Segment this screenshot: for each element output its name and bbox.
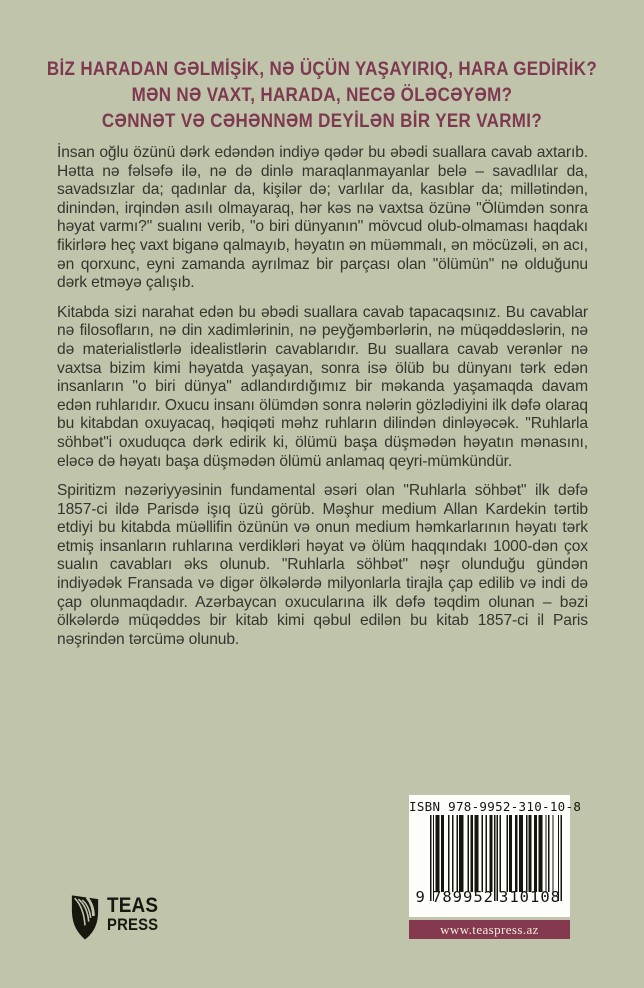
ean-right-group: 310108 [499,888,561,906]
paragraph-1: İnsan oğlu özünü dərk edəndən indiyə qədər bu əbədi suallara cavab axtarıb. Hətta nə fəlsəfə ilə, nə də dinlə maraqlanmayanlar belə – savadlılar da, savadsızlar da; qadınlar da, kişilər də; varlılar da, kasıblar da; millətindən, dinindən, irqindən asılı olmayaraq, hər kəs nə vaxtsa özünə "Ölümdən sonra həyat varmı?" sualını verib, "o biri dünyanın" mövcud olub-olmaması haqdakı fikirlərə heç vaxt biganə qalmayıb, həyatın ən müəmmalı, ən möcüzəli, ən acı, ən qorxunc, eyni zamanda ayrılmaz bir parçası olan "ölümün" nə olduğunu dərk etməyə çalışıb. [57,144,588,292]
barcode-box [409,795,582,917]
publisher-name [107,895,164,934]
headline-line-2: MƏN NƏ VAXT, HARADA, NECƏ ÖLƏCƏYƏM? [131,84,513,106]
isbn-block [409,795,582,939]
ean-left-group: 789952 [432,888,494,906]
headline-questions [0,56,644,134]
website-url: www.teaspress.az [440,921,539,937]
headline-line-3: CƏNNƏT VƏ CƏHƏNNƏM DEYİLƏN BİR YER VARMI? [101,110,543,132]
publisher-logo [70,891,164,941]
headline-line-1: BİZ HARADAN GƏLMİŞİK, NƏ ÜÇÜN YAŞAYIRIQ, HARA GEDİRİK? [46,58,598,80]
paragraph-3: Spiritizm nəzəriyyəsinin fundamental əsəri olan "Ruhlarla söhbət" ilk dəfə 1857-ci ildə Parisdə işıq üzü görüb. Məşhur medium Allan Kardekin tərtib etdiyi bu kitabda müəllifin özünün və onun medium həmkarlarının həyatı tərk etmiş insanların ruhlarına verdikləri həyat və ölüm haqqındakı 1000-dən çox sualın cavabları əks olunub. "Ruhlarla söhbət" nəşr olunduğu gündən indiyədək Fransada və digər ölkələrdə milyonlarla tirajla çap edilib və indi də çap olunmaqdadır. Azərbaycan oxucularına ilk dəfə təqdim olunan – bəzi ölkələrdə müqəddəs bir kitab kimi qəbul edilən bu kitab 1857-ci il Paris nəşrindən tərcümə olunub. [57,482,588,648]
publisher-name-top: TEAS [107,894,159,917]
paragraph-2: Kitabda sizi narahat edən bu əbədi suallara cavab tapacaqsınız. Bu cavablar nə filosofların, nə din xadimlərinin, nə peyğəmbərlərin, nə müqəddəslərin, nə də materialistlərlə idealistlərin cavablarıdır. Bu suallara cavab verənlər nə vaxtsa bizim kimi həyatda yaşayan, sonra isə ölüb bu dünyanı tərk edən insanların "o biri dünya" adlandırdığımız bir məkanda yaşamaqda davam edən ruhlarıdır. Oxucu insanı ölümdən sonra nələrin gözlədiyini ilk dəfə olaraq bu kitabdan oxuyacaq, həqiqəti məhz ruhların dilindən dinləyəcək. "Ruhlarla söhbət"i oxuduqca dərk edirik ki, ölümü başa düşmədən həyatın mənasını, eləcə də həyatı başa düşmədən ölümü anlamaq qeyri-mümkündür. [57,303,588,470]
publisher-name-bottom: PRESS [107,916,159,934]
publisher-shield-icon [70,891,100,941]
description-text [57,144,588,649]
isbn-label: ISBN 978-9952-310-10-8 [409,799,582,814]
publisher-website-bar [409,920,570,939]
ean-leading-digit: 9 [415,888,425,906]
ean-digits [416,889,564,905]
